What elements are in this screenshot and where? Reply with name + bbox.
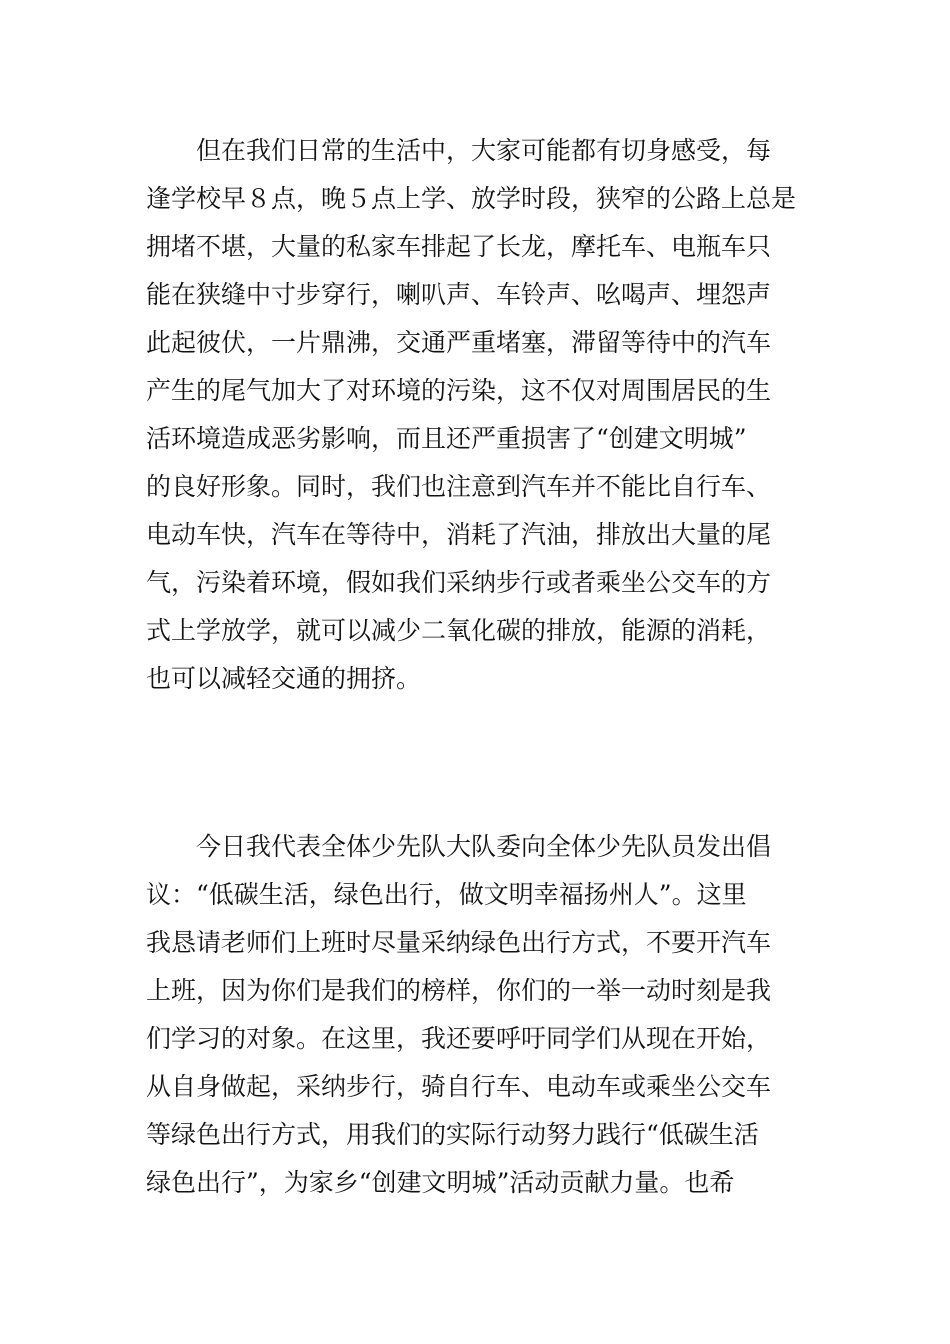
line-text: 但在我们日常的生活中，大家可能都有切身感受，每 bbox=[196, 136, 772, 165]
line-text: 今日我代表全体少先队大队委向全体少先队员发出倡 bbox=[196, 832, 772, 861]
paragraph-1-line-7 bbox=[0, 419, 950, 459]
line-text: 电动车快，汽车在等待中，消耗了汽油，排放出大量的尾 bbox=[146, 520, 772, 549]
line-text: 产生的尾气加大了对环境的污染，这不仅对周围居民的生 bbox=[146, 376, 772, 405]
paragraph-1-line-2 bbox=[0, 179, 950, 219]
line-text: 的良好形象。同时，我们也注意到汽车并不能比自行车、 bbox=[146, 472, 772, 501]
paragraph-1-line-4 bbox=[0, 275, 950, 315]
paragraph-1-line-9 bbox=[0, 515, 950, 555]
paragraph-1-line-8 bbox=[0, 467, 950, 507]
line-text: 也可以减轻交通的拥挤。 bbox=[146, 664, 422, 693]
line-text: 我恳请老师们上班时尽量采纳绿色出行方式，不要开汽车 bbox=[146, 928, 772, 957]
paragraph-2-line-4 bbox=[0, 971, 950, 1011]
paragraph-2-line-3 bbox=[0, 923, 950, 963]
paragraph-2-line-1 bbox=[0, 827, 950, 867]
line-text: 议：“低碳生活，绿色出行，做文明幸福扬州人”。这里 bbox=[146, 880, 747, 909]
paragraph-2-line-2 bbox=[0, 875, 950, 915]
line-text: 从自身做起，采纳步行，骑自行车、电动车或乘坐公交车 bbox=[146, 1072, 772, 1101]
line-text: 逢学校早８点，晚５点上学、放学时段，狭窄的公路上总是 bbox=[146, 184, 797, 213]
paragraph-1-line-6 bbox=[0, 371, 950, 411]
paragraph-2-line-5 bbox=[0, 1019, 950, 1059]
line-text: 活环境造成恶劣影响，而且还严重损害了“创建文明城” bbox=[146, 424, 747, 453]
line-text: 此起彼伏，一片鼎沸，交通严重堵塞，滞留等待中的汽车 bbox=[146, 328, 772, 357]
line-text: 拥堵不堪，大量的私家车排起了长龙，摩托车、电瓶车只 bbox=[146, 232, 772, 261]
paragraph-2-line-8 bbox=[0, 1163, 950, 1203]
line-text: 等绿色出行方式，用我们的实际行动努力践行“低碳生活 bbox=[146, 1120, 759, 1149]
line-text: 能在狭缝中寸步穿行，喇叭声、车铃声、吆喝声、埋怨声 bbox=[146, 280, 772, 309]
line-text: 式上学放学，就可以减少二氧化碳的排放，能源的消耗， bbox=[146, 616, 772, 645]
paragraph-2-line-6 bbox=[0, 1067, 950, 1107]
paragraph-1-line-1 bbox=[0, 131, 950, 171]
paragraph-1-line-12 bbox=[0, 659, 950, 699]
line-text: 上班，因为你们是我们的榜样，你们的一举一动时刻是我 bbox=[146, 976, 772, 1005]
paragraph-1-line-10 bbox=[0, 563, 950, 603]
paragraph-1-line-5 bbox=[0, 323, 950, 363]
line-text: 们学习的对象。在这里，我还要呼吁同学们从现在开始， bbox=[146, 1024, 772, 1053]
line-text: 气，污染着环境，假如我们采纳步行或者乘坐公交车的方 bbox=[146, 568, 772, 597]
line-text: 绿色出行”，为家乡“创建文明城”活动贡献力量。也希 bbox=[146, 1168, 735, 1197]
paragraph-1-line-3 bbox=[0, 227, 950, 267]
paragraph-2-line-7 bbox=[0, 1115, 950, 1155]
paragraph-1-line-11 bbox=[0, 611, 950, 651]
